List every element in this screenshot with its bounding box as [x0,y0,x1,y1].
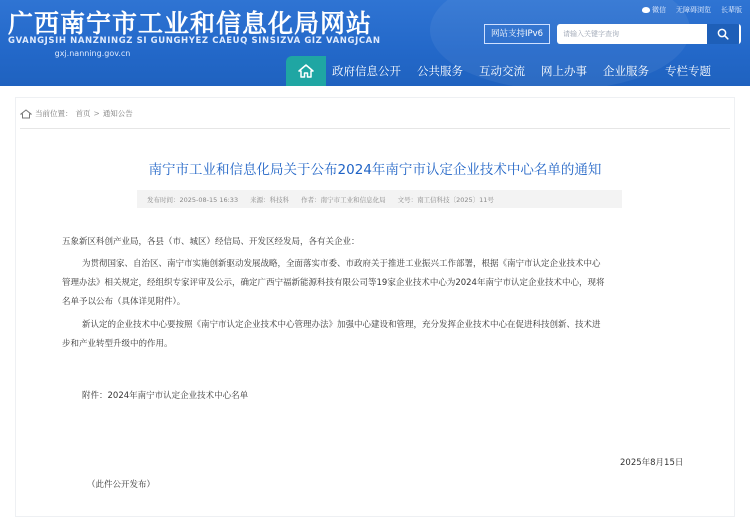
article-paragraph-1-line-2: 管理办法》相关规定，经组织专家评审及公示，确定广西宁福新能源科技有限公司等19家企业技术中心为2024年南宁市认定企业技术中心，现将 [62,278,605,288]
meta-author: 作者：南宁市工业和信息化局 [301,195,386,204]
article-attachment-link[interactable]: 附件：2024年南宁市认定企业技术中心名单 [82,391,249,401]
nav-item-online-service[interactable]: 网上办事 [541,64,587,78]
search-button[interactable] [707,24,739,44]
top-link-accessibility-label: 无障碍浏览 [676,6,711,14]
breadcrumb-divider [20,128,730,129]
article-public-note: （此件公开发布） [87,480,156,490]
site-domain: gxj.nanning.gov.cn [54,49,131,58]
site-title-pinyin: GVANGJSIH NANZNINGZ SI GUNGHYEZ CAEUQ SINSIZVA GIZ VANGJCAN [8,36,381,46]
article-title: 南宁市工业和信息化局关于公布2024年南宁市认定企业技术中心名单的通知 [148,162,602,178]
meta-publish-time: 发布时间：2025-08-15 16:33 [147,195,239,204]
top-link-elder-label: 长辈版 [721,6,742,14]
site-title[interactable]: 广西南宁市工业和信息化局网站 [8,9,373,38]
nav-home-button[interactable] [286,56,326,86]
article-paragraph-1-line-3: 名单予以公布（具体详见附件）。 [62,297,186,307]
top-link-elder[interactable] [721,5,742,15]
site-header [0,0,750,86]
nav-item-special-topics[interactable]: 专栏专题 [665,64,711,78]
top-link-wechat[interactable] [642,5,666,15]
breadcrumb-label: 当前位置： [35,109,73,118]
location-home-icon [20,109,32,119]
breadcrumb [20,108,133,119]
article-date: 2025年8月15日 [620,458,684,468]
nav-item-interaction[interactable]: 互动交流 [479,64,525,78]
ipv6-button[interactable]: 网站支持IPv6 [484,24,550,44]
meta-doc-number: 文号：南工信科技〔2025〕11号 [397,195,494,204]
meta-source: 来源：科技科 [250,195,290,204]
home-icon [298,64,314,78]
search-input[interactable] [557,24,707,44]
nav-item-public-service[interactable]: 公共服务 [417,64,463,78]
breadcrumb-item-notices[interactable]: 通知公告 [102,109,133,118]
article-paragraph-1-line-1: 为贯彻国家、自治区、南宁市实施创新驱动发展战略，全面落实市委、市政府关于推进工业振兴工作部署，根据《南宁市认定企业技术中心 [82,259,601,269]
breadcrumb-item-home[interactable]: 首页 [75,109,91,118]
top-link-accessibility[interactable] [676,5,711,15]
article-meta-bar [137,190,622,208]
article-paragraph-2-line-1: 新认定的企业技术中心要按照《南宁市认定企业技术中心管理办法》加强中心建设和管理，充分发挥企业技术中心在促进科技创新、技术进 [82,320,601,330]
search-icon [717,28,729,40]
main-nav [286,56,719,86]
breadcrumb-separator: > [93,109,100,118]
wechat-icon [642,7,650,13]
top-links [642,5,742,15]
nav-item-enterprise-service[interactable]: 企业服务 [603,64,649,78]
article-paragraph-2-line-2: 步和产业转型升级中的作用。 [62,339,173,349]
article-salutation: 五象新区科创产业局，各县（市、城区）经信局、开发区经发局，各有关企业： [62,237,360,247]
top-link-wechat-label: 微信 [652,6,666,14]
search-box [557,24,741,44]
nav-item-gov-info[interactable]: 政府信息公开 [332,64,401,78]
